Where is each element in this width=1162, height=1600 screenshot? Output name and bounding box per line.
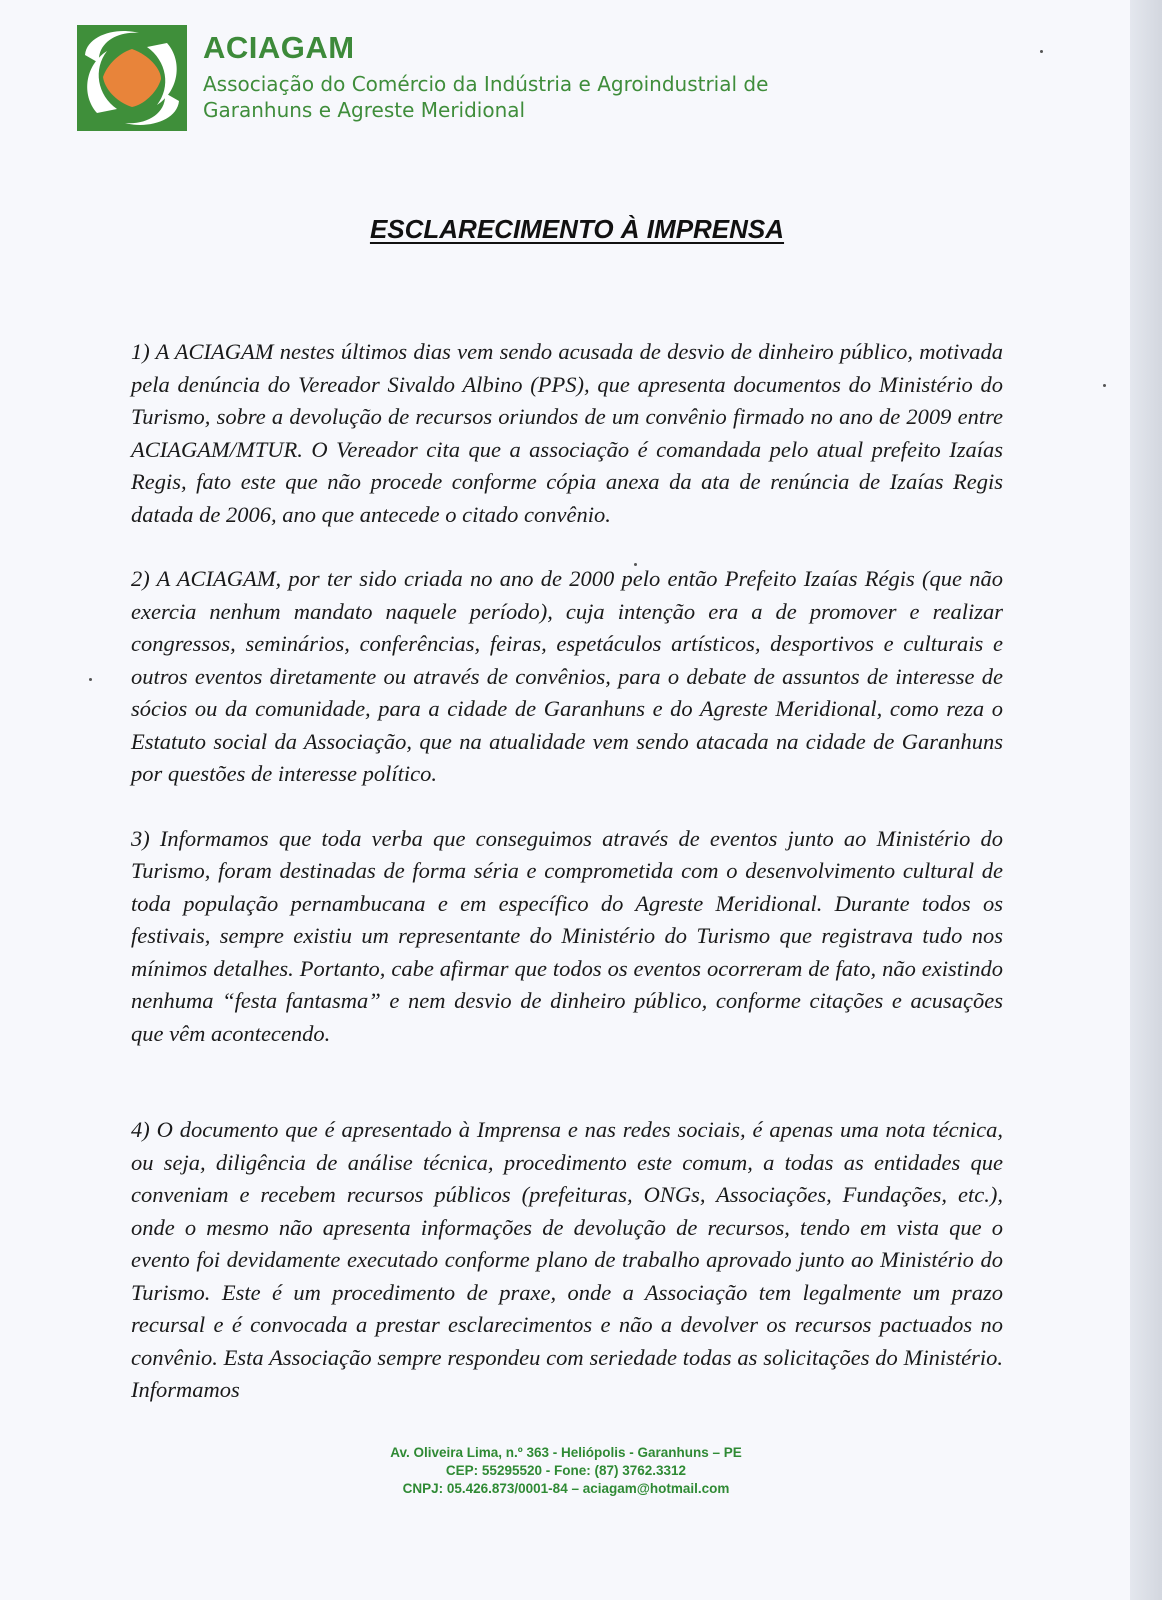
org-name: ACIAGAM xyxy=(203,30,355,65)
document-title xyxy=(0,214,1132,245)
scan-speck xyxy=(89,678,92,681)
aciagam-logo xyxy=(77,25,187,131)
document-body xyxy=(131,336,1003,1407)
footer-cep-phone: CEP: 55295520 - Fone: (87) 3762.3312 xyxy=(445,1463,687,1478)
org-full-name xyxy=(203,71,768,123)
address-footer xyxy=(0,1444,1132,1498)
document-title-text: ESCLARECIMENTO À IMPRENSA xyxy=(369,214,785,244)
footer-cnpj-email: CNPJ: 05.426.873/0001-84 – aciagam@hotmail.com xyxy=(402,1481,730,1496)
scan-edge xyxy=(1130,0,1162,1600)
paragraph-3: 3) Informamos que toda verba que conseguimos através de eventos junto ao Ministério do Turismo, foram destinadas de forma séria e comprometida com o desenvolvimento cultural de toda população pernambucana e em específico do Agreste Meridional. Durante todos os festivais, sempre existiu um representante do Ministério do Turismo que registrava tudo nos mínimos detalhes. Portanto, cabe afirmar que todos os eventos ocorreram de fato, não existindo nenhuma “festa fantasma” e nem desvio de dinheiro público, conforme citações e acusações que vêm acontecendo. xyxy=(131,825,1003,1046)
org-full-name-line1: Associação do Comércio da Indústria e Agroindustrial de xyxy=(203,72,769,96)
scan-speck xyxy=(1040,50,1043,53)
org-full-name-line2: Garanhuns e Agreste Meridional xyxy=(203,98,526,122)
scan-speck xyxy=(634,563,637,566)
paragraph-1: 1) A ACIAGAM nestes últimos dias vem sendo acusada de desvio de dinheiro público, motivada pela denúncia do Vereador Sivaldo Albino (PPS), que apresenta documentos do Ministério do Turismo, sobre a devolução de recursos oriundos de um convênio firmado no ano de 2009 entre ACIAGAM/MTUR. O Vereador cita que a associação é comandada pelo atual prefeito Izaías Regis, fato este que não procede conforme cópia anexa da ata de renúncia de Izaías Regis datada de 2006, ano que antecede o citado convênio. xyxy=(131,339,1003,527)
paragraph-4: 4) O documento que é apresentado à Imprensa e nas redes sociais, é apenas uma nota técnica, ou seja, diligência de análise técnica, procedimento este comum, a todas as entidades que conveniam e recebem recursos públicos (prefeituras, ONGs, Associações, Fundações, etc.), onde o mesmo não apresenta informações de devolução de recursos, tendo em vista que o evento foi devidamente executado conforme plano de trabalho aprovado junto ao Ministério do Turismo. Este é um procedimento de praxe, onde a Associação tem legalmente um prazo recursal e é convocada a prestar esclarecimentos e não a devolver os recursos pactuados no convênio. Esta Associação sempre respondeu com seriedade todas as solicitações do Ministério. Informamos xyxy=(131,1117,1003,1402)
scan-speck xyxy=(1103,384,1106,387)
paragraph-2: 2) A ACIAGAM, por ter sido criada no ano de 2000 pelo então Prefeito Izaías Régis (que não exercia nenhum mandato naquele período), cuja intenção era a de promover e realizar congressos, seminários, conferências, feiras, espetáculos artísticos, desportivos e culturais e outros eventos diretamente ou através de convênios, para o debate de assuntos de interesse de sócios ou da comunidade, para a cidade de Garanhuns e do Agreste Meridional, como reza o Estatuto social da Associação, que na atualidade vem sendo atacada na cidade de Garanhuns por questões de interesse político. xyxy=(131,566,1003,786)
footer-address: Av. Oliveira Lima, n.º 363 - Heliópolis - Garanhuns – PE xyxy=(390,1445,742,1460)
